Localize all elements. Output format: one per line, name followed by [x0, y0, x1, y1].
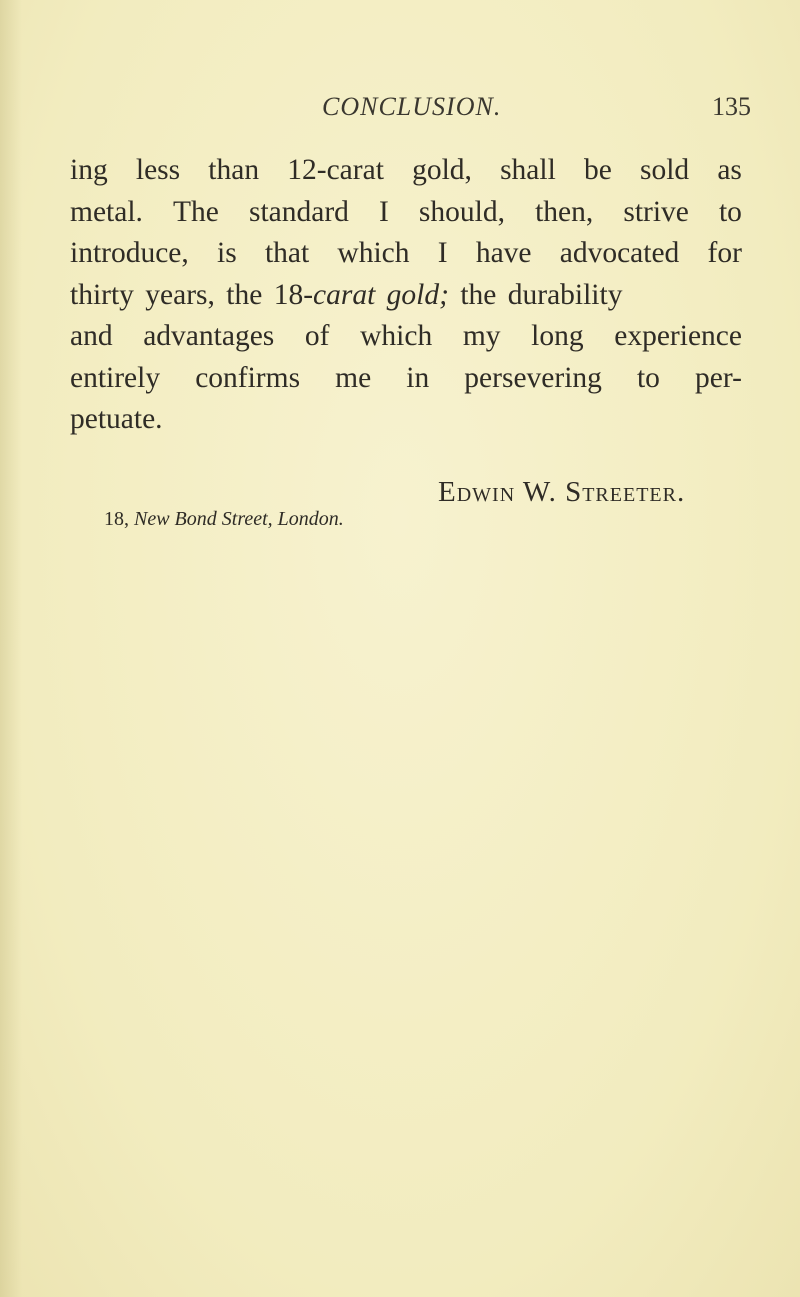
word: per- [695, 361, 742, 394]
word: metal. [70, 195, 143, 228]
word: sold [639, 154, 690, 186]
word: for [707, 237, 742, 269]
italic-phrase: carat gold; [313, 278, 449, 311]
word: and [70, 320, 113, 352]
word: strive [623, 195, 689, 228]
text-line [70, 192, 742, 234]
line-text: thirty years, the [70, 278, 274, 311]
word: introduce, [70, 237, 189, 269]
running-head: CONCLUSION. [322, 92, 502, 121]
word: to [636, 361, 660, 394]
word: me [335, 361, 372, 394]
text-line [70, 399, 742, 441]
text-line [70, 275, 742, 317]
word: The [173, 195, 219, 228]
carat-number: 18- [273, 278, 314, 311]
word: have [475, 237, 532, 269]
word: confirms [195, 361, 301, 394]
word: which [337, 237, 410, 269]
word: entirely [70, 361, 161, 394]
word: should, [418, 195, 505, 228]
word: then, [535, 195, 594, 228]
word: shall [500, 154, 556, 186]
word: petuate. [70, 403, 163, 435]
page-number: 135 [712, 92, 751, 121]
word: to [718, 195, 742, 228]
word: experience [614, 320, 742, 352]
word: I [437, 237, 448, 269]
line-text: the durability [448, 278, 623, 311]
word: advantages [143, 320, 275, 352]
word: I [379, 195, 389, 228]
word: which [360, 320, 433, 352]
word: persevering [464, 361, 602, 394]
body-paragraph [70, 150, 742, 441]
address-street: New Bond Street, London. [134, 508, 344, 530]
text-line [70, 358, 742, 400]
word: as [717, 154, 742, 186]
word: is [217, 237, 237, 269]
word: of [304, 320, 330, 352]
word: advocated [559, 237, 680, 269]
word: be [583, 154, 612, 186]
word: 12-carat [287, 154, 384, 186]
word: in [406, 361, 430, 394]
word: that [264, 237, 310, 269]
page-header [0, 92, 800, 128]
author-address [104, 508, 344, 531]
word: long [531, 320, 584, 352]
text-line [70, 316, 742, 358]
text-line [70, 150, 742, 192]
address-number: 18, [104, 508, 129, 530]
author-signature: Edwin W. Streeter. [438, 476, 686, 508]
word: my [462, 320, 501, 352]
word: than [208, 154, 260, 186]
text-line [70, 233, 742, 275]
word: gold, [412, 154, 472, 186]
word: standard [248, 195, 349, 228]
word: less [135, 154, 181, 186]
word: ing [70, 154, 108, 186]
